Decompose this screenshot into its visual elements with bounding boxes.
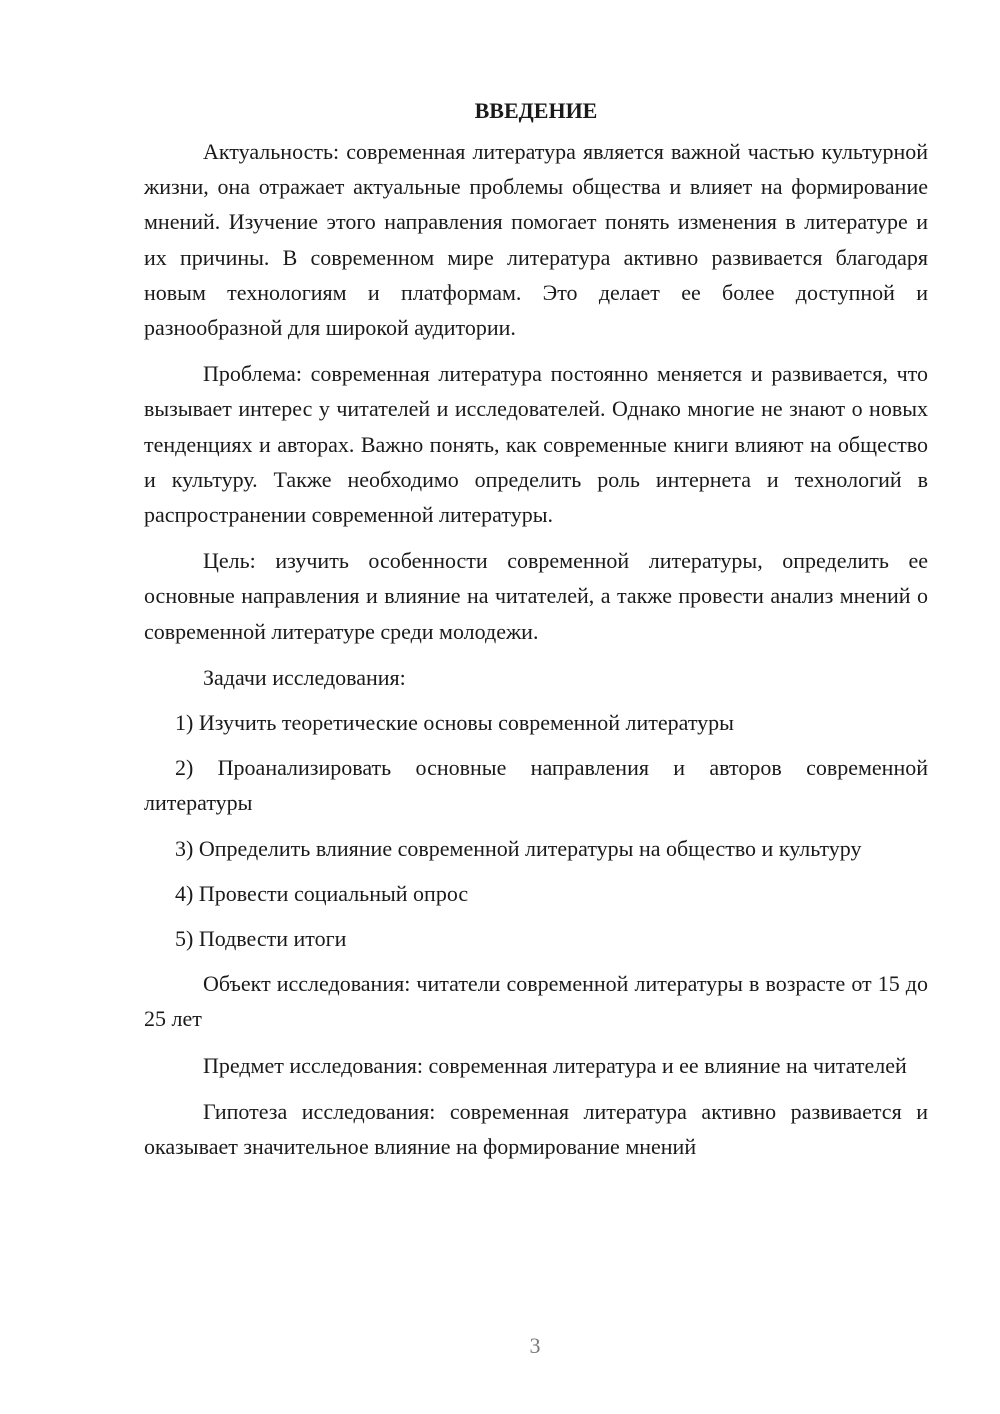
document-page — [144, 96, 928, 1175]
list-item: 4) Провести социальный опрос — [175, 880, 469, 906]
tasks-heading: Задачи исследования: — [203, 664, 406, 690]
page-title: ВВЕДЕНИЕ — [474, 98, 598, 123]
subject-paragraph: Предмет исследования: современная литература и ее влияние на читателей — [203, 1052, 907, 1078]
list-item: 1) Изучить теоретические основы современной литературы — [175, 710, 734, 736]
tasks-list — [144, 705, 928, 956]
goal-paragraph: Цель: изучить особенности современной литературы, определить ее основные направления и влияние на читателей, а также провести анализ мнений о современной литературе среди молодежи. — [144, 548, 928, 644]
relevance-paragraph: Актуальность: современная литература является важной частью культурной жизни, она отражает актуальные проблемы общества и влияет на формирование мнений. Изучение этого направления помогает понять изменения в литературе и их причины. В современном мире литература активно развивается благодаря новым технологиям и платформам. Это делает ее более доступной и разнообразной для широкой аудитории. — [144, 139, 928, 341]
problem-paragraph: Проблема: современная литература постоянно меняется и развивается, что вызывает интерес у читателей и исследователей. Однако многие не знают о новых тенденциях и авторах. Важно понять, как современные книги влияют на общество и культуру. Также необходимо определить роль интернета и технологий в распространении современной литературы. — [144, 361, 928, 528]
list-item: 2) Проанализировать основные направления и авторов современной литературы — [144, 755, 928, 816]
hypothesis-paragraph: Гипотеза исследования: современная литература активно развивается и оказывает значительное влияние на формирование мнений — [144, 1098, 928, 1160]
object-paragraph: Объект исследования: читатели современной литературы в возрасте от 15 до 25 лет — [144, 971, 928, 1032]
list-item: 5) Подвести итоги — [175, 926, 347, 952]
list-item: 3) Определить влияние современной литературы на общество и культуру — [175, 835, 862, 861]
page-number: 3 — [529, 1333, 541, 1358]
